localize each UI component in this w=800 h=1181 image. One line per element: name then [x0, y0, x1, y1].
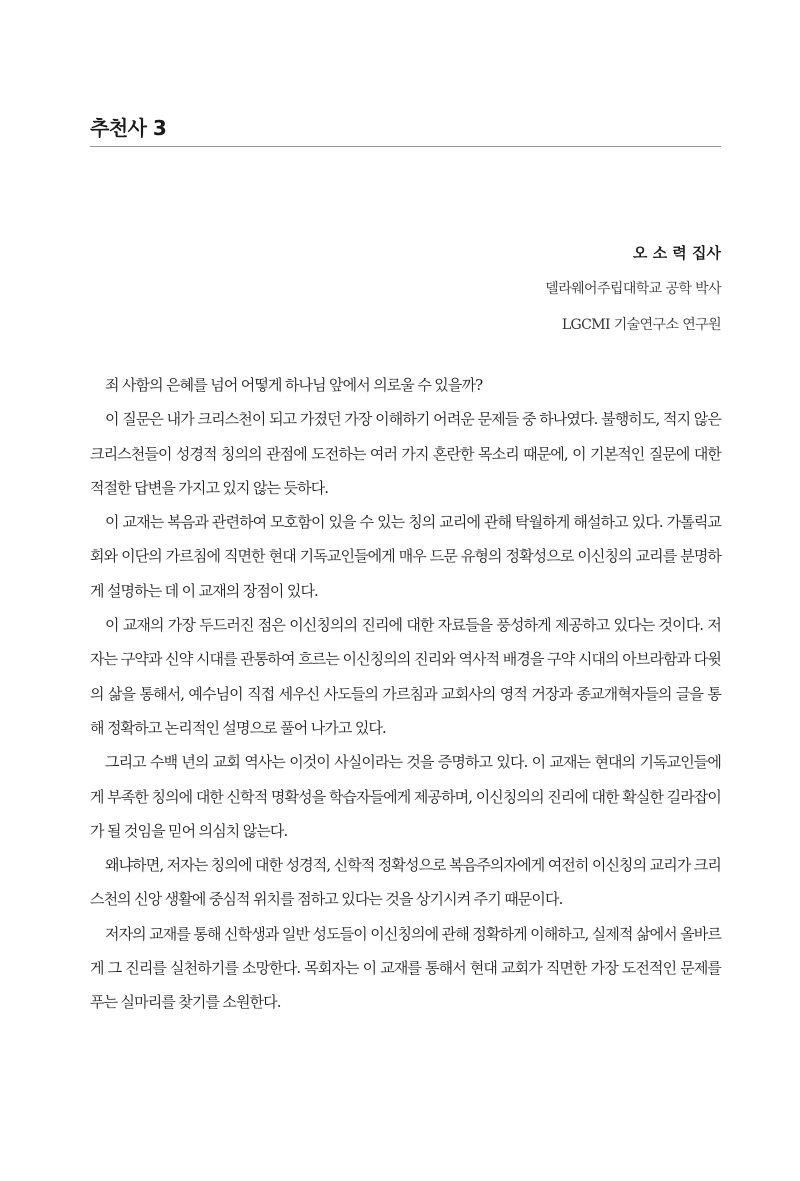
paragraph-3: 이 교재는 복음과 관련하여 모호함이 있을 수 있는 칭의 교리에 관해 탁월하게 해설하고 있다. 가톨릭교회와 이단의 가르침에 직면한 현대 기독교인들에게 매우 드문 유형의 정확성으로 이신칭의 교리를 분명하게 설명하는 데 이 교재의 장점이 있다.: [90, 513, 721, 600]
author-affiliation-degree: 델라웨어주립대학교 공학 박사: [545, 281, 721, 297]
author-name: 오 소 력 집사: [632, 244, 721, 262]
paragraph-2: 이 질문은 내가 크리스천이 되고 가졌던 가장 이해하기 어려운 문제들 중 하나였다. 불행히도, 적지 않은 크리스천들이 성경적 칭의의 관점에 도전하는 여러 가지 혼란한 목소리 때문에, 이 기본적인 질문에 대한 적절한 답변을 가지고 있지 않는 듯하다.: [90, 410, 721, 497]
paragraph-4: 이 교재의 가장 두드러진 점은 이신칭의의 진리에 대한 자료들을 풍성하게 제공하고 있다는 것이다. 저자는 구약과 신약 시대를 관통하여 흐르는 이신칭의의 진리와 역사적 배경을 구약 시대의 아브라함과 다윗의 삶을 통해서, 예수님이 직접 세우신 사도들의 가르침과 교회사의 영적 거장과 종교개혁자들의 글을 통해 정확하고 논리적인 설명으로 풀어 나가고 있다.: [90, 616, 721, 737]
document-page: [90, 0, 721, 1181]
paragraph-5: 그리고 수백 년의 교회 역사는 이것이 사실이라는 것을 증명하고 있다. 이 교재는 현대의 기독교인들에게 부족한 칭의에 대한 신학적 명확성을 학습자들에게 제공하며, 이신칭의의 진리에 대한 확실한 길라잡이가 될 것임을 믿어 의심치 않는다.: [90, 753, 721, 840]
paragraph-7: 저자의 교재를 통해 신학생과 일반 성도들이 이신칭의에 관해 정확하게 이해하고, 실제적 삶에서 올바르게 그 진리를 실천하기를 소망한다. 목회자는 이 교재를 통해서 현대 교회가 직면한 가장 도전적인 문제를 푸는 실마리를 찾기를 소원한다.: [90, 924, 721, 1012]
chapter-heading: [90, 108, 721, 147]
body-text: [90, 368, 721, 1020]
author-affiliation-position: LGCMI 기술연구소 연구원: [561, 317, 721, 333]
author-signature: [90, 239, 721, 343]
chapter-title: 추천사 3: [90, 116, 167, 140]
paragraph-1: 죄 사함의 은혜를 넘어 어떻게 하나님 앞에서 의로울 수 있을까?: [105, 376, 483, 394]
paragraph-6: 왜냐하면, 저자는 칭의에 대한 성경적, 신학적 정확성으로 복음주의자에게 여전히 이신칭의 교리가 크리스천의 신앙 생활에 중심적 위치를 점하고 있다는 것을 상기시켜 주기 때문이다.: [90, 856, 721, 909]
